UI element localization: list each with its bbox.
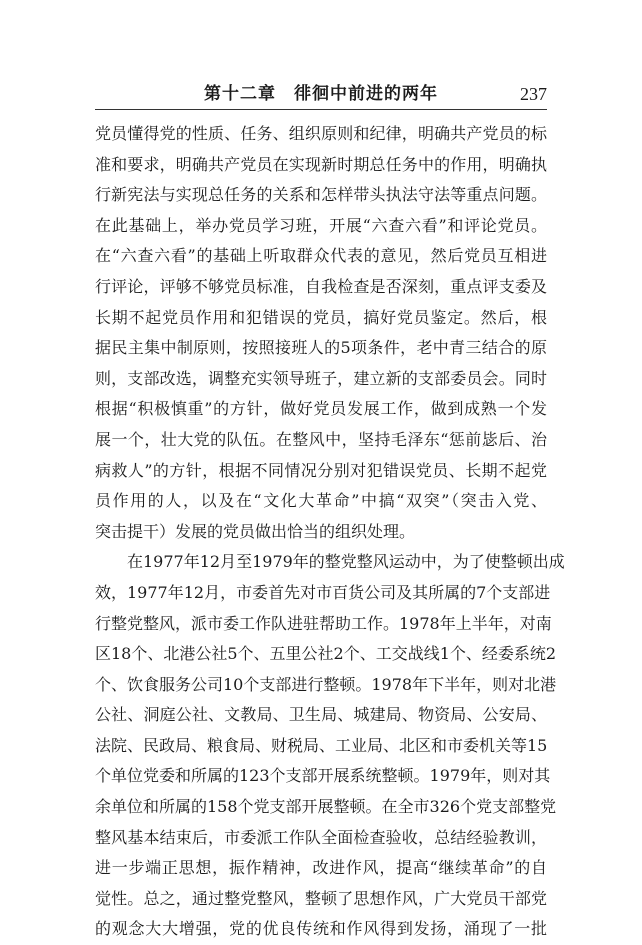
text-line: 准和要求，明确共产党员在实现新时期总任务中的作用，明确执 (95, 154, 547, 174)
text-line: 则，支部改选，调整充实领导班子，建立新的支部委员会。同时 (95, 368, 547, 388)
body-text (95, 119, 565, 945)
text-line: 据民主集中制原则，按照接班人的5项条件，老中青三结合的原 (95, 338, 547, 358)
text-line: 病救人”的方针，根据不同情况分别对犯错误党员、长期不起党 (95, 460, 547, 480)
text-line: 行整党整风，派市委工作队进驻帮助工作。1978年上半年，对南 (95, 613, 552, 633)
text-line: 行评论，评够不够党员标准，自我检查是否深刻，重点评支委及 (95, 276, 547, 296)
text-line: 法院、民政局、粮食局、财税局、工业局、北区和市委机关等15 (95, 735, 548, 755)
text-line: 在此基础上，举办党员学习班，开展“六查六看”和评论党员。 (95, 215, 547, 235)
text-line: 觉性。总之，通过整党整风，整顿了思想作风，广大党员干部党 (95, 888, 547, 908)
text-line: 在“六查六看”的基础上听取群众代表的意见，然后党员互相进 (95, 246, 547, 266)
text-line: 党员懂得党的性质、任务、组织原则和纪律，明确共产党员的标 (95, 124, 547, 143)
page-number: 237 (520, 84, 547, 104)
text-line: 个单位党委和所属的123个支部开展系统整顿。1979年，则对其 (95, 766, 551, 786)
text-line: 公社、洞庭公社、文教局、卫生局、城建局、物资局、公安局、 (95, 705, 547, 725)
text-line: 进一步端正思想，振作精神，改进作风，提高“继续革命”的自 (95, 858, 547, 878)
text-line: 根据“积极慎重”的方针，做好党员发展工作，做到成熟一个发 (95, 399, 547, 419)
paragraph-start-line: 在1977年12月至1979年的整党整风运动中，为了使整顿出成 (127, 552, 565, 572)
text-line: 个、饮食服务公司10个支部进行整顿。1978年下半年，则对北港 (95, 674, 557, 694)
text-line: 展一个，壮大党的队伍。在整风中，坚持毛泽东“惩前毖后、治 (95, 429, 547, 449)
text-line: 整风基本结束后，市委派工作队全面检查验收，总结经验教训， (95, 827, 547, 847)
text-line: 效，1977年12月，市委首先对市百货公司及其所属的7个支部进 (95, 582, 551, 602)
header-rule (95, 109, 547, 110)
running-head (95, 83, 547, 109)
paragraph-end-line: 突击提干）发展的党员做出恰当的组织处理。 (95, 521, 416, 541)
text-line: 余单位和所属的158个党支部开展整顿。在全市326个党支部整党 (95, 797, 557, 817)
text-line: 的观念大大增强，党的优良传统和作风得到发扬，涌现了一批 (95, 919, 547, 939)
text-line: 区18个、北港公社5个、五里公社2个、工交战线1个、经委系统2 (95, 644, 557, 664)
text-line: 员作用的人，以及在“文化大革命”中搞“双突”（突击入党、 (95, 491, 547, 511)
chapter-title: 第十二章 徘徊中前进的两年 (204, 84, 438, 104)
text-line: 行新宪法与实现总任务的关系和怎样带头执法守法等重点问题。 (95, 185, 547, 205)
text-line: 长期不起党员作用和犯错误的党员，搞好党员鉴定。然后，根 (95, 307, 547, 327)
